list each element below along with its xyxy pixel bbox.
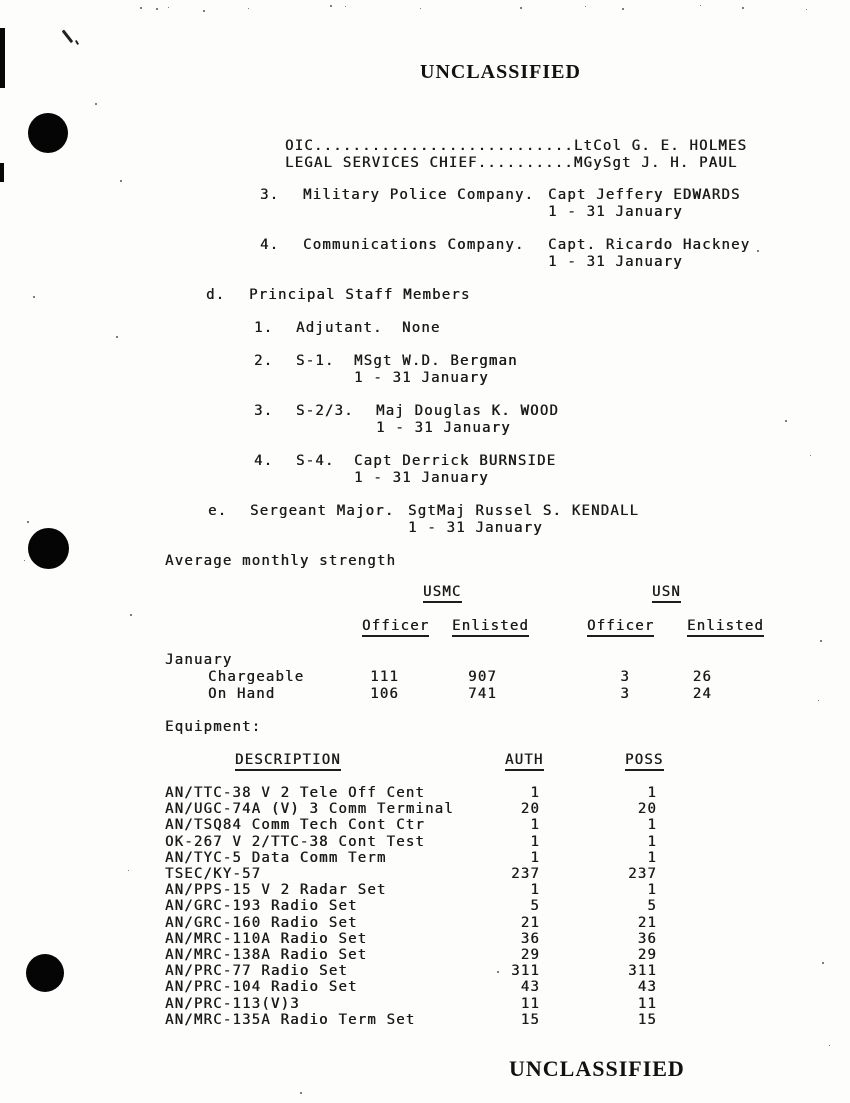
usmc-officer-value: 106 — [370, 686, 399, 702]
scan-speck — [330, 5, 332, 7]
poss-value: 11 — [637, 996, 657, 1012]
auth-value: 311 — [511, 963, 540, 979]
equipment-desc: AN/GRC-193 Radio Set — [165, 898, 358, 914]
scan-speck — [742, 7, 744, 9]
equipment-title: Equipment: — [165, 719, 262, 735]
oic-line: OIC...........................LtCol G. E. HOLMES — [285, 138, 748, 154]
staff-label: Sergeant Major. — [250, 503, 395, 519]
auth-value: 20 — [520, 801, 540, 817]
staff-value: SgtMaj Russel S. KENDALL — [408, 503, 640, 519]
poss-value: 43 — [637, 979, 657, 995]
auth-value: 29 — [520, 947, 540, 963]
usn-officer-value: 3 — [620, 669, 630, 685]
scan-speck — [700, 5, 701, 6]
period-line: 1 - 31 January — [548, 204, 683, 220]
poss-value: 1 — [647, 817, 657, 833]
scan-speck — [95, 103, 97, 105]
hole-punch-mark — [28, 113, 68, 153]
poss-value: 1 — [647, 785, 657, 801]
usmc-enlisted-value: 741 — [468, 686, 497, 702]
item-letter: e. — [208, 503, 228, 519]
staff-label: S-4. — [296, 453, 335, 469]
equipment-desc: AN/TYC-5 Data Comm Term — [165, 850, 387, 866]
period-line: 1 - 31 January — [354, 370, 489, 386]
auth-value: 1 — [530, 882, 540, 898]
col-header-usmc-enlisted: Enlisted — [452, 619, 529, 637]
usn-officer-value: 3 — [620, 686, 630, 702]
legal-services-chief-line: LEGAL SERVICES CHIEF..........MGySgt J. H. PAUL — [285, 155, 738, 171]
item-number: 3. — [254, 403, 274, 419]
equipment-desc: AN/PRC-104 Radio Set — [165, 979, 358, 995]
equipment-desc: AN/PRC-77 Radio Set — [165, 963, 348, 979]
equipment-desc: AN/PPS-15 V 2 Radar Set — [165, 882, 387, 898]
company-officer: Capt. Ricardo Hackney — [548, 237, 751, 253]
scan-speck — [806, 9, 807, 10]
equipment-desc: OK-267 V 2/TTC-38 Cont Test — [165, 834, 425, 850]
poss-value: 1 — [647, 850, 657, 866]
scan-speck — [128, 870, 129, 871]
scan-speck — [810, 455, 811, 456]
scan-speck — [168, 7, 169, 8]
poss-value: 311 — [628, 963, 657, 979]
poss-value: 20 — [637, 801, 657, 817]
classification-header: UNCLASSIFIED — [420, 61, 581, 83]
item-number: 3. — [260, 187, 280, 203]
scan-speck — [757, 250, 759, 252]
auth-value: 36 — [520, 931, 540, 947]
usn-enlisted-value: 26 — [692, 669, 712, 685]
equipment-desc: AN/MRC-135A Radio Term Set — [165, 1012, 416, 1028]
scan-edge-bar — [0, 28, 5, 88]
auth-value: 5 — [530, 898, 540, 914]
poss-value: 1 — [647, 834, 657, 850]
auth-value: 1 — [530, 850, 540, 866]
scan-speck — [622, 8, 624, 10]
period-line: 1 - 31 January — [376, 420, 511, 436]
strength-group-usn: USN — [652, 585, 681, 603]
staff-value: MSgt W.D. Bergman — [354, 353, 518, 369]
equipment-desc: AN/MRC-110A Radio Set — [165, 931, 368, 947]
poss-value: 237 — [628, 866, 657, 882]
pen-mark — [62, 30, 73, 43]
equipment-desc: AN/TTC-38 V 2 Tele Off Cent — [165, 785, 425, 801]
scan-speck — [820, 640, 822, 642]
poss-value: 21 — [637, 915, 657, 931]
staff-label: Adjutant. — [296, 320, 383, 336]
poss-value: 1 — [647, 882, 657, 898]
scan-speck — [130, 614, 132, 616]
scan-speck — [27, 521, 29, 523]
period-line: 1 - 31 January — [408, 520, 543, 536]
auth-value: 11 — [520, 996, 540, 1012]
equipment-desc: AN/PRC-113(V)3 — [165, 996, 300, 1012]
staff-value: Capt Derrick BURNSIDE — [354, 453, 557, 469]
scan-speck — [300, 1092, 302, 1094]
hole-punch-mark — [28, 528, 69, 569]
equipment-desc: AN/MRC-138A Radio Set — [165, 947, 368, 963]
col-header-usmc-officer: Officer — [362, 619, 429, 637]
strength-month: January — [165, 652, 233, 668]
scan-speck — [248, 8, 249, 9]
auth-value: 43 — [520, 979, 540, 995]
scan-speck — [120, 180, 122, 182]
scan-speck — [520, 7, 522, 9]
scan-speck — [116, 336, 118, 338]
scan-speck — [33, 296, 35, 298]
strength-group-usmc: USMC — [423, 585, 462, 603]
classification-footer: UNCLASSIFIED — [509, 1056, 685, 1081]
scan-speck — [818, 700, 819, 701]
equipment-header-auth: AUTH — [505, 753, 544, 771]
equipment-desc: TSEC/KY-57 — [165, 866, 262, 882]
scan-speck — [140, 7, 142, 9]
company-name: Communications Company. — [303, 237, 525, 253]
company-officer: Capt Jeffery EDWARDS — [548, 187, 741, 203]
staff-label: S-1. — [296, 353, 335, 369]
col-header-usn-enlisted: Enlisted — [687, 619, 764, 637]
item-number: 2. — [254, 353, 274, 369]
item-letter: d. — [206, 287, 226, 303]
auth-value: 1 — [530, 817, 540, 833]
scan-speck — [822, 962, 824, 964]
period-line: 1 - 31 January — [354, 470, 489, 486]
auth-value: 1 — [530, 785, 540, 801]
scan-speck — [156, 8, 158, 10]
usmc-enlisted-value: 907 — [468, 669, 497, 685]
scan-speck — [345, 6, 346, 7]
staff-value: None — [402, 320, 441, 336]
scan-speck — [24, 560, 25, 561]
usmc-officer-value: 111 — [370, 669, 399, 685]
staff-heading-label: Principal Staff Members — [249, 287, 471, 303]
item-number: 1. — [254, 320, 274, 336]
equipment-desc: AN/TSQ84 Comm Tech Cont Ctr — [165, 817, 425, 833]
poss-value: 29 — [637, 947, 657, 963]
item-number: 4. — [254, 453, 274, 469]
poss-value: 5 — [647, 898, 657, 914]
scan-speck — [203, 10, 205, 12]
scan-edge-bar — [0, 163, 4, 182]
auth-value: 1 — [530, 834, 540, 850]
strength-row-label: Chargeable — [208, 669, 305, 685]
equipment-header-poss: POSS — [625, 753, 664, 771]
strength-title: Average monthly strength — [165, 553, 397, 569]
auth-value: 15 — [520, 1012, 540, 1028]
strength-row-label: On Hand — [208, 686, 276, 702]
equipment-header-description: DESCRIPTION — [235, 753, 341, 771]
scan-speck — [585, 6, 586, 7]
scan-speck — [829, 1045, 830, 1046]
poss-value: 15 — [637, 1012, 657, 1028]
scan-speck — [785, 420, 787, 422]
poss-value: 36 — [637, 931, 657, 947]
auth-value: 237 — [511, 866, 540, 882]
company-name: Military Police Company. — [303, 187, 535, 203]
staff-label: S-2/3. — [296, 403, 354, 419]
staff-value: Maj Douglas K. WOOD — [376, 403, 559, 419]
col-header-usn-officer: Officer — [587, 619, 654, 637]
equipment-desc: AN/GRC-160 Radio Set — [165, 915, 358, 931]
hole-punch-mark — [26, 954, 64, 992]
period-line: 1 - 31 January — [548, 254, 683, 270]
usn-enlisted-value: 24 — [692, 686, 712, 702]
equipment-desc: AN/UGC-74A (V) 3 Comm Terminal — [165, 801, 454, 817]
scan-speck — [420, 8, 421, 9]
pen-mark — [75, 40, 79, 45]
auth-value: 21 — [520, 915, 540, 931]
item-number: 4. — [260, 237, 280, 253]
